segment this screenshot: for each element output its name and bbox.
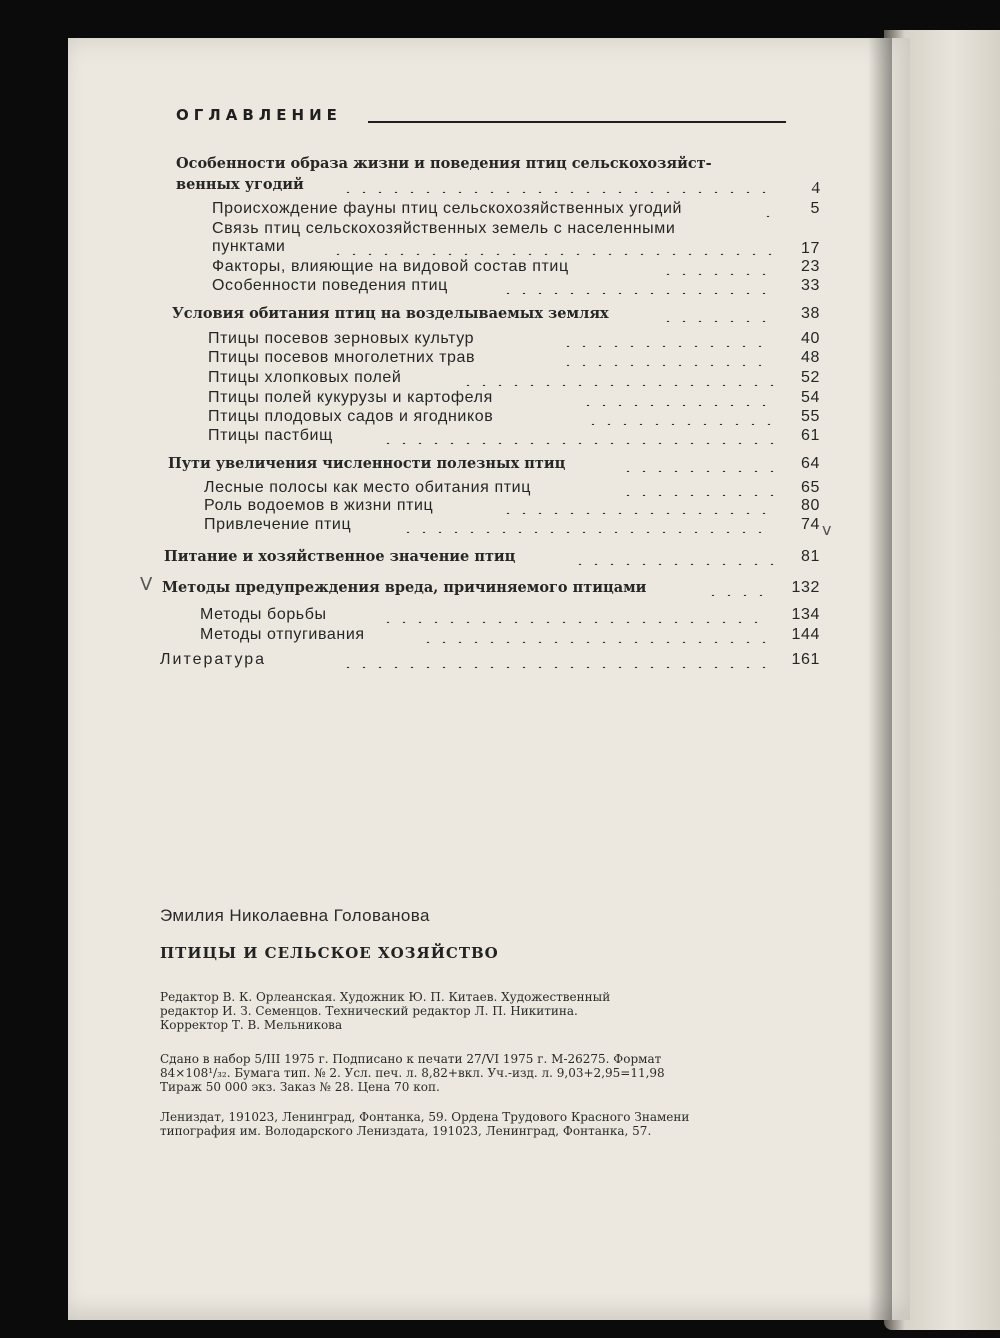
print-info-line: Тираж 50 000 экз. Заказ № 28. Цена 70 коп. — [160, 1080, 440, 1094]
toc-entry-text: Птицы полей кукурузы и картофеля — [208, 389, 493, 406]
toc-entry-section — [0, 606, 840, 626]
leader-dots — [460, 384, 774, 386]
leader-dots — [380, 621, 770, 623]
leader-dots — [660, 273, 774, 275]
toc-entry-section — [0, 220, 840, 240]
toc-page-number: 161 — [791, 651, 820, 668]
print-info-line: Сдано в набор 5/III 1975 г. Подписано к печати 27/VI 1975 г. М-26275. Формат — [160, 1052, 662, 1066]
toc-page-number: 134 — [791, 606, 820, 623]
toc-page-number: 144 — [791, 626, 820, 643]
leader-dots — [572, 563, 774, 565]
toc-entry-chapter — [0, 579, 840, 599]
leader-dots — [585, 423, 774, 425]
toc-page-number: 54 — [801, 389, 820, 406]
toc-entry-section — [0, 369, 840, 389]
toc-entry-section — [0, 330, 840, 350]
toc-entry-text: Питание и хозяйственное значение птиц — [164, 548, 516, 565]
toc-entry-text: Особенности поведения птиц — [212, 277, 448, 294]
toc-page-number: 23 — [801, 258, 820, 275]
toc-entry-text-cont: венных угодий — [176, 176, 304, 193]
book-title: ПТИЦЫ И СЕЛЬСКОЕ ХОЗЯЙСТВО — [160, 944, 499, 962]
toc-entry-section — [0, 516, 840, 536]
toc-entry-text: Связь птиц сельскохозяйственных земель с населенными — [212, 220, 676, 237]
toc-page-number: 33 — [801, 277, 820, 294]
toc-entry-section — [0, 277, 840, 297]
author-name: Эмилия Николаевна Голованова — [160, 906, 430, 925]
page-curl-shadow — [868, 38, 892, 1320]
toc-entry-text: Особенности образа жизни и поведения птиц сельскохозяйст- — [176, 155, 712, 172]
leader-dots — [420, 641, 770, 643]
toc-entry-text: Литература — [160, 651, 267, 668]
leader-dots — [340, 191, 774, 193]
leader-dots — [500, 512, 774, 514]
toc-entry-chapter — [0, 155, 840, 175]
toc-entry-text: Роль водоемов в жизни птиц — [204, 497, 434, 514]
toc-entry-text-cont: пунктами — [212, 238, 286, 255]
toc-page-number: 55 — [801, 408, 820, 425]
leader-dots — [500, 292, 774, 294]
toc-entry-text: Методы борьбы — [200, 606, 327, 623]
toc-entry-section — [0, 626, 840, 646]
toc-entry-section — [0, 427, 840, 447]
credits-line: Редактор В. К. Орлеанская. Художник Ю. П. Китаев. Художественный — [160, 990, 611, 1004]
toc-page-number: 74 — [801, 516, 820, 533]
toc-entry-text: Птицы пастбищ — [208, 427, 333, 444]
toc-entry-text: Условия обитания птиц на возделываемых землях — [172, 305, 609, 322]
toc-page-number: 52 — [801, 369, 820, 386]
toc-entry-section — [0, 479, 840, 499]
toc-entry-text: Пути увеличения численности полезных птиц — [168, 455, 566, 472]
toc-heading: ОГЛАВЛЕНИЕ — [176, 106, 342, 124]
toc-page-number: 81 — [801, 548, 820, 565]
toc-page-number: 38 — [801, 305, 820, 322]
toc-entry-text: Лесные полосы как место обитания птиц — [204, 479, 531, 496]
leader-dots — [560, 345, 774, 347]
toc-entry-text: Птицы хлопковых полей — [208, 369, 402, 386]
toc-page-number: 80 — [801, 497, 820, 514]
credits-line: редактор И. З. Семенцов. Технический редактор Л. П. Никитина. — [160, 1004, 578, 1018]
handwritten-check-mark: V — [140, 574, 153, 595]
toc-page-number: 61 — [801, 427, 820, 444]
handwritten-check-mark: v — [822, 520, 832, 539]
leader-dots — [705, 594, 769, 596]
toc-entry-section — [0, 389, 840, 409]
leader-dots — [380, 442, 774, 444]
publisher-line: Лениздат, 191023, Ленинград, Фонтанка, 59. Ордена Трудового Красного Знамени — [160, 1110, 690, 1124]
toc-entry-chapter — [0, 548, 840, 568]
toc-page-number: 5 — [810, 200, 820, 217]
toc-entry-text: Методы предупреждения вреда, причиняемого птицами — [162, 579, 647, 596]
toc-entry-chapter — [0, 651, 840, 671]
toc-entry-section — [0, 258, 840, 278]
toc-page-number: 65 — [801, 479, 820, 496]
toc-entry-text: Птицы плодовых садов и ягодников — [208, 408, 494, 425]
leader-dots — [580, 404, 774, 406]
toc-entry-chapter — [0, 455, 840, 475]
leader-dots — [330, 253, 774, 255]
leader-dots — [620, 494, 774, 496]
toc-page-number: 17 — [801, 240, 820, 257]
toc-entry-section — [0, 497, 840, 517]
toc-entry-text: Птицы посевов зерновых культур — [208, 330, 475, 347]
toc-entry-section — [0, 349, 840, 369]
toc-entry-text: Методы отпугивания — [200, 626, 365, 643]
toc-page-number: 40 — [801, 330, 820, 347]
toc-heading-rule — [368, 121, 786, 123]
publisher-line: типография им. Володарского Лениздата, 191023, Ленинград, Фонтанка, 57. — [160, 1124, 652, 1138]
leader-dots — [560, 364, 774, 366]
toc-entry-section — [0, 408, 840, 428]
toc-page-number: 48 — [801, 349, 820, 366]
toc-entry-continuation — [0, 176, 840, 196]
print-info-line: 84×108¹/₃₂. Бумага тип. № 2. Усл. печ. л. 8,82+вкл. Уч.-изд. л. 9,03+2,95=11,98 — [160, 1066, 665, 1080]
credits-line: Корректор Т. В. Мельникова — [160, 1018, 343, 1032]
toc-entry-continuation — [0, 238, 840, 258]
toc-page-number: 132 — [791, 579, 820, 596]
toc-page-number: 64 — [801, 455, 820, 472]
toc-entry-text: Факторы, влияющие на видовой состав птиц — [212, 258, 569, 275]
toc-entry-text: Птицы посевов многолетних трав — [208, 349, 476, 366]
leader-dots — [760, 215, 774, 217]
leader-dots — [340, 666, 770, 668]
toc-page-number: 4 — [811, 178, 820, 197]
toc-entry-text: Происхождение фауны птиц сельскохозяйственных угодий — [212, 200, 683, 217]
toc-entry-section — [0, 200, 840, 220]
toc-entry-text: Привлечение птиц — [204, 516, 352, 533]
leader-dots — [620, 470, 774, 472]
leader-dots — [660, 320, 774, 322]
toc-entry-chapter — [0, 305, 840, 325]
leader-dots — [400, 531, 774, 533]
